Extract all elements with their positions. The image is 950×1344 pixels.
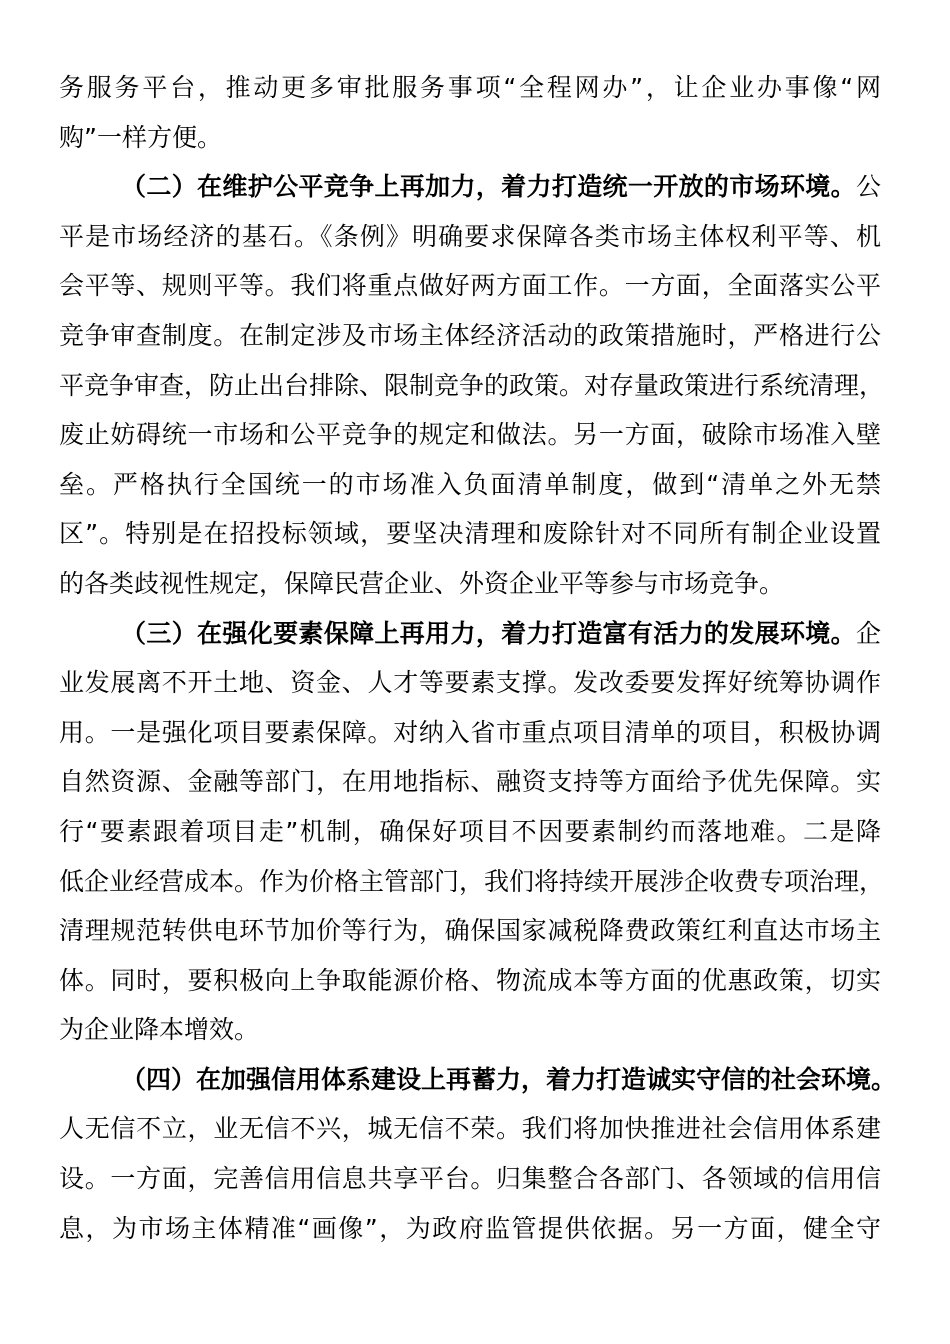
body-line: 垒。严格执行全国统一的市场准入负面清单制度，做到“清单之外无禁 [59,469,881,499]
body-line: 会平等、规则平等。我们将重点做好两方面工作。一方面，全面落实公平 [59,271,881,301]
body-line: 为企业降本增效。 [59,1015,260,1045]
section-heading: （二）在维护公平竞争上再加力，着力打造统一开放的市场环境。 [121,172,856,202]
body-line: 的各类歧视性规定，保障民营企业、外资企业平等参与市场竞争。 [59,568,785,598]
body-line: 体。同时，要积极向上争取能源价格、物流成本等方面的优惠政策，切实 [59,965,881,995]
body-line: 行“要素跟着项目走”机制，确保好项目不因要素制约而落地难。二是降 [59,816,881,846]
body-line: 自然资源、金融等部门，在用地指标、融资支持等方面给予优先保障。实 [59,767,881,797]
body-line: 低企业经营成本。作为价格主管部门，我们将持续开展涉企收费专项治理， [59,866,885,896]
body-line: 平竞争审查，防止出台排除、限制竞争的政策。对存量政策进行系统清理， [59,370,885,400]
body-line: 用。一是强化项目要素保障。对纳入省市重点项目清单的项目，积极协调 [59,717,881,747]
body-line: 务服务平台，推动更多审批服务事项“全程网办”，让企业办事像“网 [59,73,881,102]
document-page [59,63,897,1253]
body-line: 清理规范转供电环节加价等行为，确保国家减税降费政策红利直达市场主 [59,916,881,946]
body-line: 竞争审查制度。在制定涉及市场主体经济活动的政策措施时，严格进行公 [59,320,881,350]
body-line: 购”一样方便。 [59,122,222,152]
body-line: 息，为市场主体精准“画像”，为政府监管提供依据。另一方面，健全守 [59,1213,881,1243]
section-heading-line [59,162,881,212]
body-line: 平是市场经济的基石。《条例》明确要求保障各类市场主体权利平等、机 [59,221,881,251]
body-line: 区”。特别是在招投标领域，要坚决清理和废除针对不同所有制企业设置 [59,519,881,549]
body-line: 业发展离不开土地、资金、人才等要素支撑。发改委要发挥好统筹协调作 [59,668,881,698]
section-heading: （三）在强化要素保障上再用力，着力打造富有活力的发展环境。 [121,618,856,648]
section-heading: （四）在加强信用体系建设上再蓄力，着力打造诚实守信的社会环境。 [121,1064,897,1094]
body-text: 公 [855,172,881,202]
section-heading-line [59,1055,897,1105]
body-line: 人无信不立，业无信不兴，城无信不荣。我们将加快推进社会信用体系建 [59,1114,881,1144]
body-line: 废止妨碍统一市场和公平竞争的规定和做法。另一方面，破除市场准入壁 [59,420,881,450]
section-heading-line [59,609,881,659]
body-text: 企 [855,618,881,648]
body-line: 设。一方面，完善信用信息共享平台。归集整合各部门、各领域的信用信 [59,1164,881,1194]
